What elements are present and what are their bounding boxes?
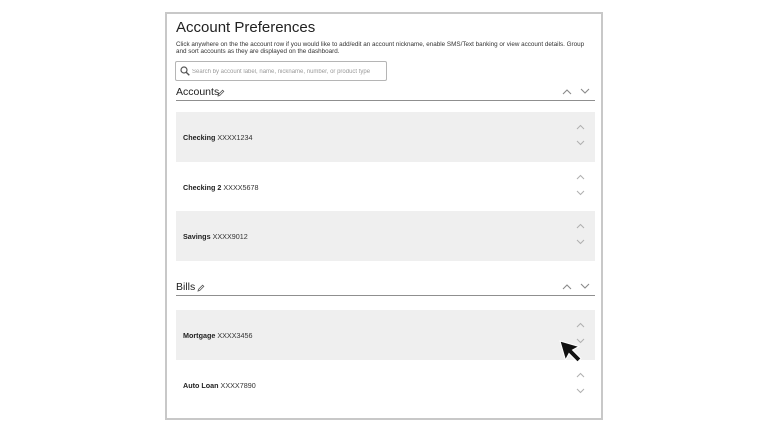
move-up-chevron-icon[interactable] (576, 124, 585, 130)
move-down-chevron-icon[interactable] (576, 140, 585, 146)
accounts-section-label: Accounts (176, 86, 220, 98)
account-name: Checking 2 XXXX5678 (183, 183, 259, 192)
search-box[interactable] (175, 61, 387, 81)
account-preferences-panel (165, 12, 603, 420)
move-down-chevron-icon[interactable] (576, 388, 585, 394)
account-name: Checking XXXX1234 (183, 133, 253, 142)
mouse-cursor-icon (559, 340, 583, 364)
move-up-chevron-icon[interactable] (576, 223, 585, 229)
move-down-chevron-icon[interactable] (576, 239, 585, 245)
move-up-chevron-icon[interactable] (576, 322, 585, 328)
accounts-section-header (176, 87, 595, 101)
account-row-checking-2[interactable] (176, 162, 595, 212)
search-icon (180, 66, 190, 76)
edit-bills-icon[interactable] (197, 284, 205, 292)
page-title: Account Preferences (176, 19, 316, 36)
move-up-chevron-icon[interactable] (576, 174, 585, 180)
bills-section-header (176, 282, 595, 296)
account-name: Savings XXXX9012 (183, 232, 248, 241)
move-up-chevron-icon[interactable] (576, 372, 585, 378)
edit-accounts-icon[interactable] (217, 89, 225, 97)
move-down-chevron-icon[interactable] (576, 190, 585, 196)
account-row-checking[interactable] (176, 112, 595, 162)
bills-move-down-icon[interactable] (580, 283, 590, 290)
account-row-savings[interactable] (176, 211, 595, 261)
account-name: Auto Loan XXXX7890 (183, 381, 256, 390)
search-input[interactable] (192, 64, 384, 79)
bill-row-auto-loan[interactable] (176, 360, 595, 410)
bill-row-mortgage[interactable] (176, 310, 595, 360)
accounts-move-down-icon[interactable] (580, 88, 590, 95)
page-description: Click anywhere on the the account row if you would like to add/edit an account nickname, enable SMS/Text banking or view account details. Group and sort accounts as they are displayed on the dashboard. (176, 41, 585, 56)
accounts-move-up-icon[interactable] (562, 88, 572, 95)
bills-move-up-icon[interactable] (562, 283, 572, 290)
bills-section-label: Bills (176, 281, 196, 293)
account-name: Mortgage XXXX3456 (183, 331, 253, 340)
